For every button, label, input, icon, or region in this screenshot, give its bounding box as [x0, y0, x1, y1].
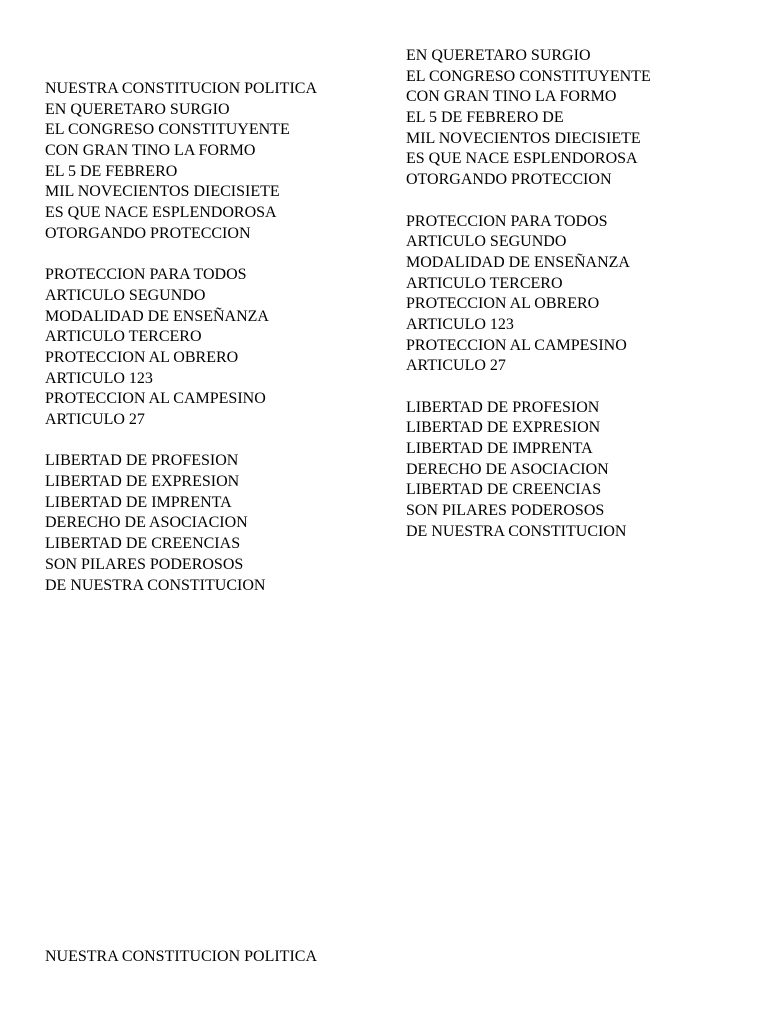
poem-line: LIBERTAD DE PROFESION — [406, 398, 600, 416]
poem-line: MODALIDAD DE ENSEÑANZA — [45, 307, 269, 325]
poem-line: PROTECCION AL CAMPESINO — [45, 390, 266, 408]
poem-line: EN QUERETARO SURGIO — [45, 100, 230, 118]
poem-line: ARTICULO TERCERO — [406, 274, 563, 292]
poem-line: ES QUE NACE ESPLENDOROSA — [406, 150, 638, 168]
poem-line: ARTICULO 123 — [406, 315, 514, 333]
poem-line: EN QUERETARO SURGIO — [406, 47, 591, 64]
poem-line: DERECHO DE ASOCIACION — [406, 460, 609, 478]
stanza — [45, 265, 317, 431]
poem-line: LIBERTAD DE IMPRENTA — [45, 493, 232, 511]
poem-line: EL 5 DE FEBRERO DE — [406, 109, 564, 127]
poem-line: ES QUE NACE ESPLENDOROSA — [45, 204, 277, 222]
poem-line: MIL NOVECIENTOS DIECISIETE — [45, 183, 280, 201]
poem-line: DE NUESTRA CONSTITUCION — [45, 576, 266, 594]
poem-line: LIBERTAD DE IMPRENTA — [406, 440, 593, 458]
poem-line: NUESTRA CONSTITUCION POLITICA — [45, 80, 317, 97]
poem-line: OTORGANDO PROTECCION — [406, 171, 612, 189]
left-poem-column — [45, 79, 317, 596]
poem-line: CON GRAN TINO LA FORMO — [406, 88, 617, 106]
stanza — [45, 79, 317, 245]
poem-line: SON PILARES PODEROSOS — [45, 555, 244, 573]
poem-line: DE NUESTRA CONSTITUCION — [406, 522, 627, 540]
stanza — [45, 451, 317, 596]
poem-line: ARTICULO TERCERO — [45, 328, 202, 346]
poem-line: CON GRAN TINO LA FORMO — [45, 142, 256, 160]
poem-line: PROTECCION AL OBRERO — [45, 348, 239, 366]
poem-line: ARTICULO SEGUNDO — [406, 233, 567, 251]
poem-line: LIBERTAD DE EXPRESION — [406, 419, 601, 437]
poem-line: LIBERTAD DE CREENCIAS — [45, 535, 241, 553]
poem-line: ARTICULO 123 — [45, 369, 153, 387]
poem-line: OTORGANDO PROTECCION — [45, 224, 251, 242]
footer-title-line: NUESTRA CONSTITUCION POLITICA — [45, 948, 317, 965]
poem-line: ARTICULO SEGUNDO — [45, 286, 206, 304]
poem-line: PROTECCION PARA TODOS — [406, 212, 608, 230]
poem-line: SON PILARES PODEROSOS — [406, 502, 605, 520]
poem-line: LIBERTAD DE CREENCIAS — [406, 481, 602, 499]
poem-line: EL 5 DE FEBRERO — [45, 162, 178, 180]
poem-line: EL CONGRESO CONSTITUYENTE — [406, 67, 651, 85]
poem-line: MIL NOVECIENTOS DIECISIETE — [406, 129, 641, 147]
stanza — [406, 212, 651, 378]
poem-line: PROTECCION AL OBRERO — [406, 295, 600, 313]
poem-line: LIBERTAD DE EXPRESION — [45, 473, 240, 491]
poem-line: PROTECCION PARA TODOS — [45, 266, 247, 284]
stanza — [406, 46, 651, 191]
poem-line: ARTICULO 27 — [406, 357, 506, 375]
poem-line: DERECHO DE ASOCIACION — [45, 514, 248, 532]
stanza — [406, 398, 651, 543]
poem-line: EL CONGRESO CONSTITUYENTE — [45, 121, 290, 139]
right-poem-column — [406, 46, 651, 543]
poem-line: PROTECCION AL CAMPESINO — [406, 336, 627, 354]
poem-line: ARTICULO 27 — [45, 411, 145, 428]
poem-line: MODALIDAD DE ENSEÑANZA — [406, 253, 630, 271]
poem-line: LIBERTAD DE PROFESION — [45, 452, 239, 470]
